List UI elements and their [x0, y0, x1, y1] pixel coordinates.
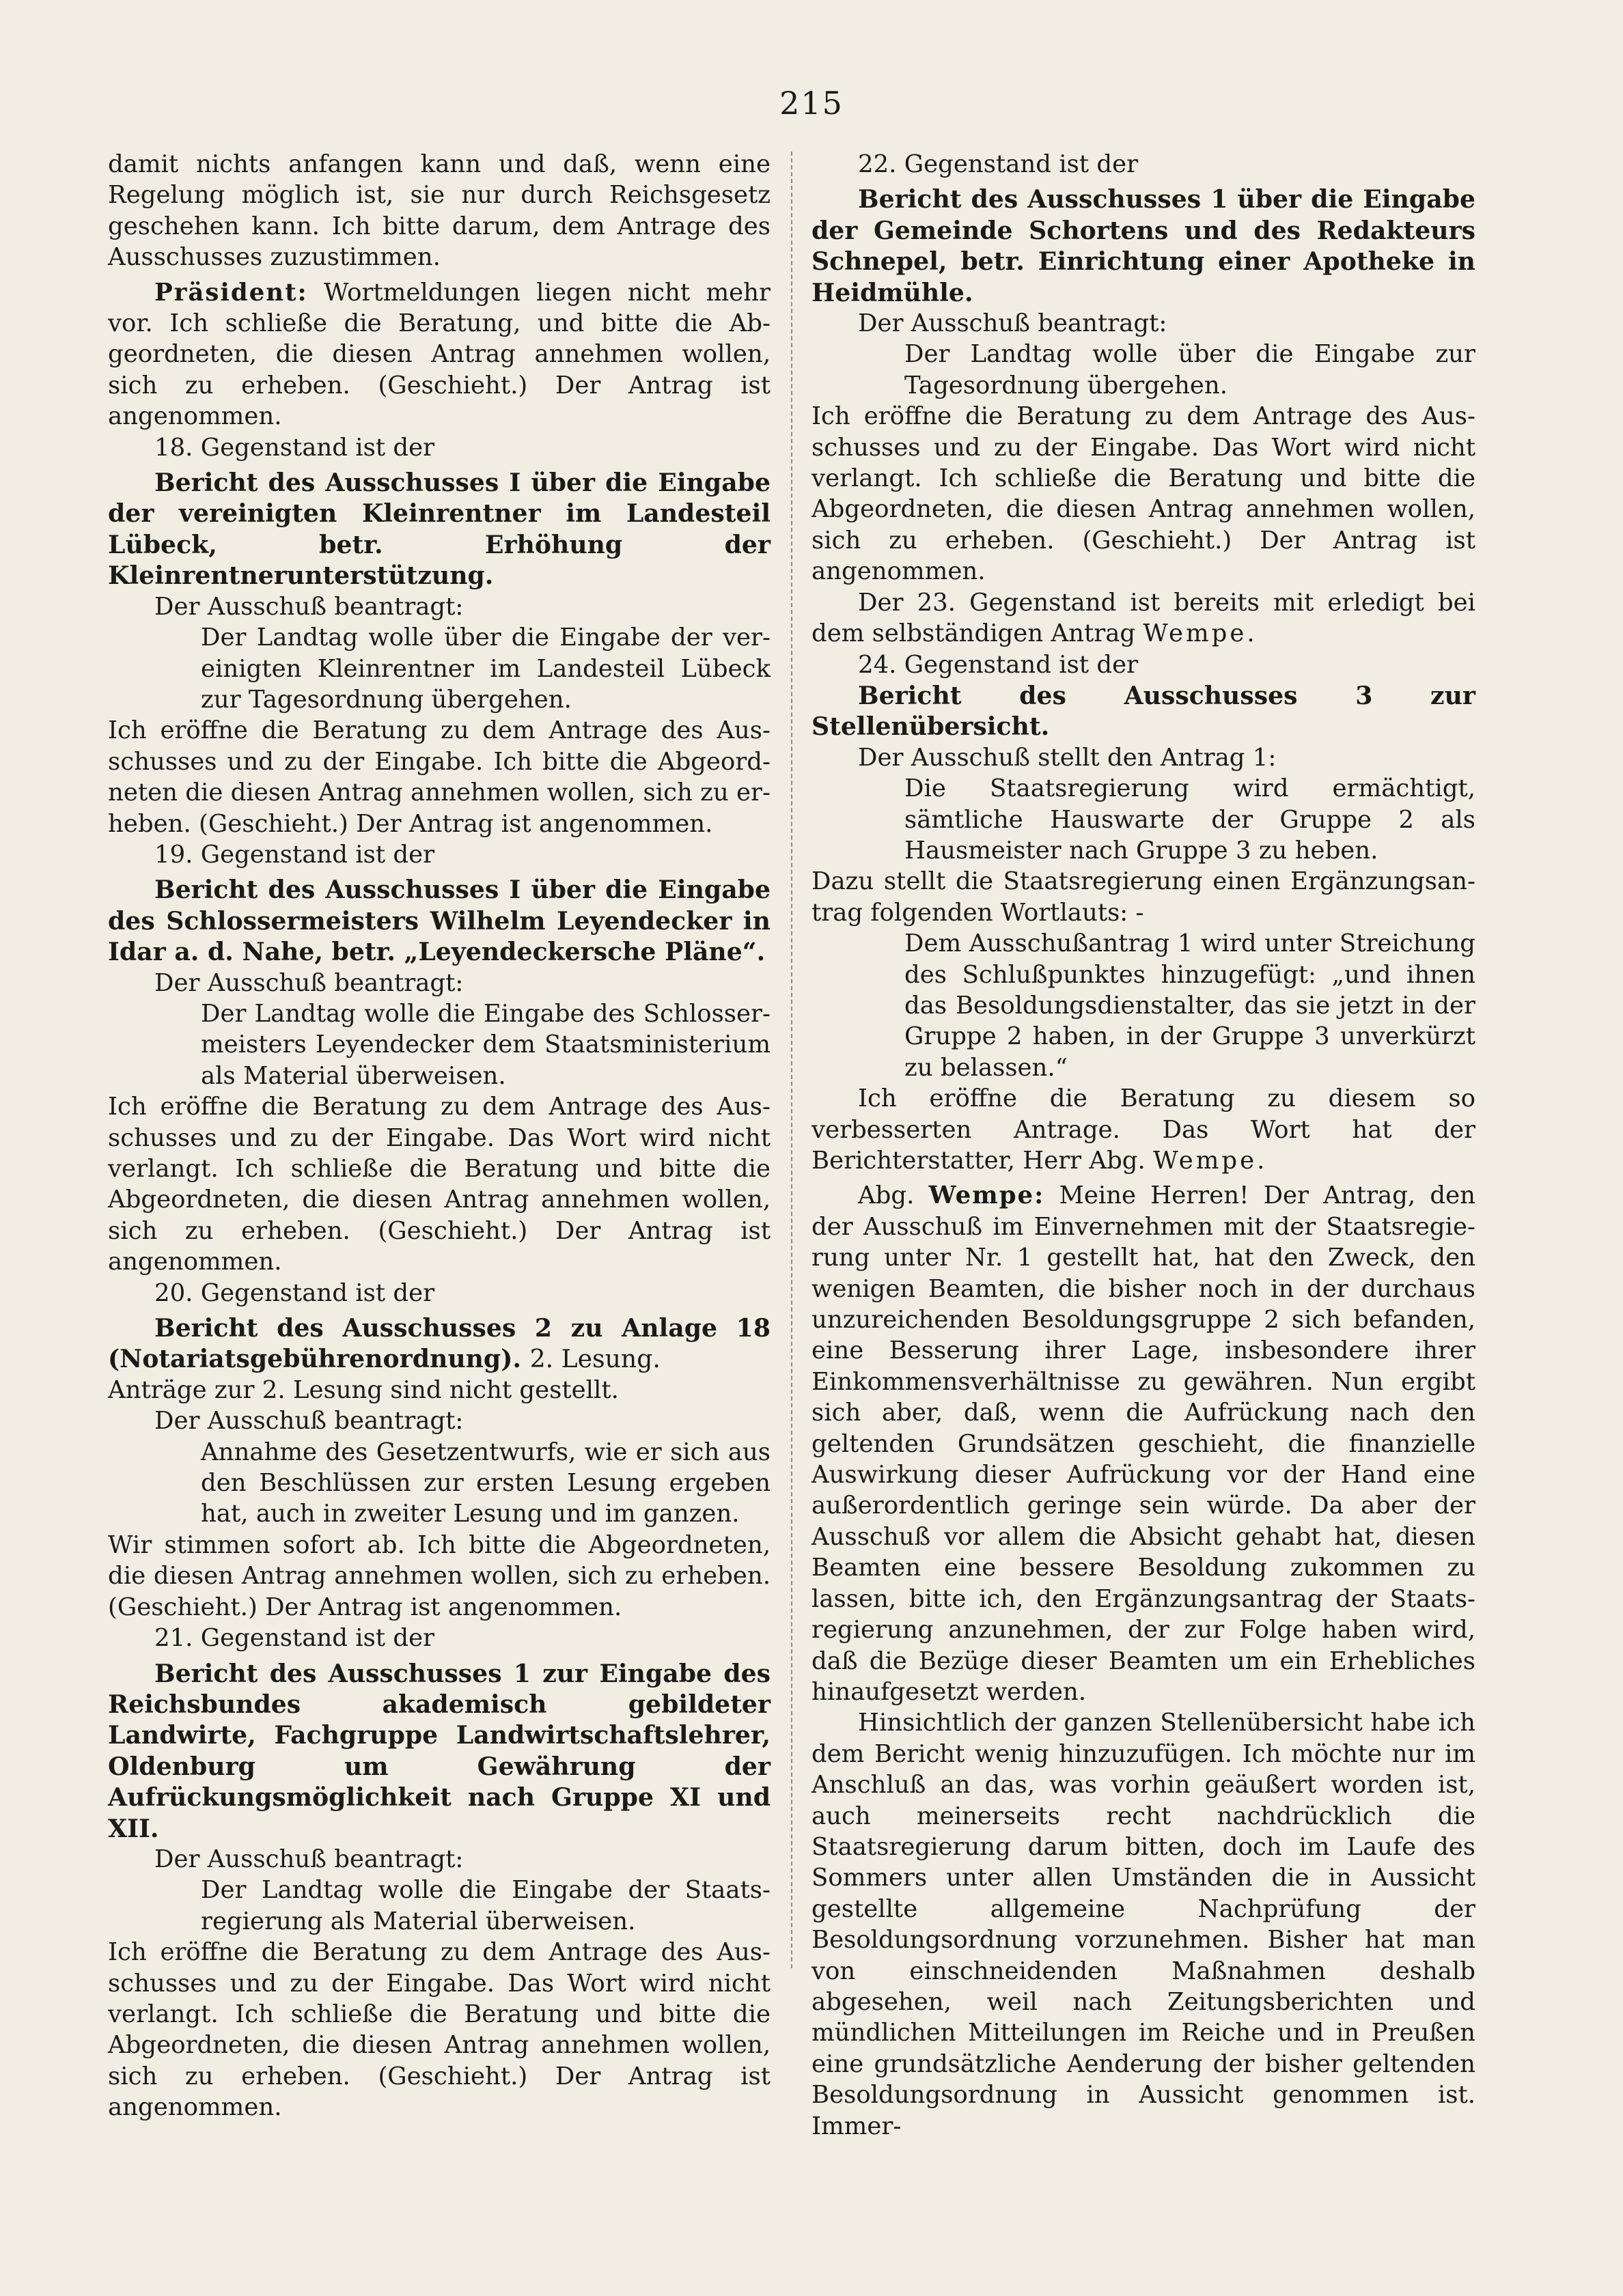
- right-column: [812, 149, 1475, 2142]
- member-name: Wempe: [1153, 1147, 1258, 1175]
- paragraph: Anträge zur 2. Lesung sind nicht gestellt.: [108, 1375, 619, 1404]
- agenda-item-intro: 19. Gegenstand ist der: [154, 840, 435, 869]
- committee-intro: Der Ausschuß beantragt:: [154, 1407, 464, 1436]
- committee-motion: Annahme des Gesetzentwurfs, wie er sich aus den Beschlüssen zur ersten Lesung ergeben hat, auch in zweiter Lesung und im ganzen.: [201, 1438, 771, 1528]
- agenda-item-heading: Bericht des Ausschusses 1 zur Eingabe des Reichsbundes akademisch gebildeter Landwirte, Fachgruppe Landwirtschaftslehrer, Oldenburg um Gewährung der Aufrückungsmöglichkeit nach Gruppe XI und XII.: [108, 1658, 771, 1843]
- supplementary-motion: Dem Ausschußantrag 1 wird unter Streichung des Schlußpunktes hinzugefügt: „und ihnen das Besoldungsdienstalter, das sie jetzt in der Gruppe 2 haben, in der Gruppe 3 unverkürzt zu belassen.“: [904, 929, 1475, 1082]
- paragraph: Der 23. Gegenstand ist bereits mit erledigt bei dem selbständigen Antrag Wempe.: [812, 588, 1475, 648]
- agenda-item-intro: 24. Gegenstand ist der: [858, 650, 1139, 679]
- agenda-item-intro: 22. Gegenstand ist der: [858, 150, 1139, 178]
- agenda-item-intro: 20. Gegenstand ist der: [154, 1278, 435, 1307]
- committee-motion: Der Landtag wolle die Eingabe des Schlossermeisters Leyendecker dem Staatsministerium als Material überweisen.: [201, 999, 771, 1090]
- member-name: Wempe: [1143, 619, 1247, 648]
- paragraph: [108, 277, 771, 432]
- agenda-item-heading: Bericht des Ausschusses 1 über die Eingabe der Gemeinde Schortens und des Redakteurs Schnepel, betr. Einrichtung einer Apotheke in Heidmühle.: [812, 184, 1475, 307]
- speaker-name: Wempe:: [928, 1181, 1045, 1210]
- paragraph: Ich eröffne die Beratung zu dem Antrage des Ausschusses und zu der Eingabe. Das Wort wird nicht verlangt. Ich schließe die Beratung und bitte die Abgeordneten, die diesen Antrag annehmen wollen, sich zu erheben. (Geschieht.) Der Antrag ist angenommen.: [812, 402, 1475, 586]
- paragraph: Ich eröffne die Beratung zu dem Antrage des Ausschusses und zu der Eingabe. Das Wort wird nicht verlangt. Ich schließe die Beratung und bitte die Abgeordneten, die diesen Antrag annehmen wollen, sich zu erheben. (Geschieht.) Der Antrag ist angenommen.: [108, 1093, 771, 1276]
- paragraph: Ich eröffne die Beratung zu dem Antrage des Ausschusses und zu der Eingabe. Das Wort wird nicht verlangt. Ich schließe die Beratung und bitte die Abgeordneten, die diesen Antrag annehmen wollen, sich zu erheben. (Geschieht.) Der Antrag ist angenommen.: [108, 1938, 771, 2122]
- agenda-item-heading: Bericht des Ausschusses 2 zu Anlage 18 (Notariatsgebührenordnung). 2. Lesung.: [108, 1313, 771, 1374]
- committee-motion: Der Landtag wolle über die Eingabe der vereinigten Kleinrentner im Landesteil Lübeck zur Tagesordnung übergehen.: [201, 624, 771, 714]
- committee-motion: Der Landtag wolle die Eingabe der Staatsregierung als Material überweisen.: [201, 1876, 771, 1935]
- committee-intro: Der Ausschuß beantragt:: [154, 1845, 464, 1873]
- committee-intro: Der Ausschuß beantragt:: [154, 968, 464, 997]
- speech-text: Meine Herren! Der Antrag, den der Ausschuß im Einvernehmen mit der Staatsregierung unter Nr. 1 gestellt hat, hat den Zweck, den wenigen Beamten, die bisher noch in der durchaus unzureichenden Besoldungsgruppe 2 sich befanden, eine Besserung ihrer Lage, insbesondere ihrer Einkommensverhältnisse zu gewähren. Nun ergibt sich aber, daß, wenn die Aufrückung nach den geltenden Grundsätzen geschieht, die finanzielle Auswirkung dieser Aufrückung vor der Hand eine außerordentlich geringe sein würde. Da aber der Ausschuß vor allem die Absicht gehabt hat, diesen Beamten eine bessere Besoldung zukommen zu lassen, bitte ich, den Ergänzungsantrag der Staatsregierung anzunehmen, der zur Folge haben wird, daß die Bezüge dieser Beamten um ein Erhebliches hinaufgesetzt werden.: [812, 1181, 1475, 1706]
- paragraph: damit nichts anfangen kann und daß, wenn eine Regelung möglich ist, sie nur durch Reichsgesetz geschehen kann. Ich bitte darum, dem Antrage des Ausschusses zuzustimmen.: [108, 150, 771, 272]
- paragraph: Dazu stellt die Staatsregierung einen Ergänzungsantrag folgenden Wortlauts: -: [812, 867, 1475, 927]
- paragraph: Hinsichtlich der ganzen Stellenübersicht habe ich dem Bericht wenig hinzuzufügen. Ich möchte nur im Anschluß an das, was vorhin geäußert worden ist, auch meinerseits recht nachdrücklich die Staatsregierung darum bitten, doch im Laufe des Sommers unter allen Umständen die in Aussicht gestellte allgemeine Nachprüfung der Besoldungsordnung vorzunehmen. Bisher hat man von einschneidenden Maßnahmen deshalb abgesehen, weil nach Zeitungsberichten und mündlichen Mitteilungen im Reiche und in Preußen eine grundsätzliche Aenderung der bisher geltenden Besoldungsordnung in Aussicht genommen ist. Immer-: [812, 1709, 1475, 2140]
- agenda-item-intro: 18. Gegenstand ist der: [154, 433, 435, 462]
- committee-motion: Die Staatsregierung wird ermächtigt, sämtliche Hauswarte der Gruppe 2 als Hausmeister nach Gruppe 3 zu heben.: [904, 774, 1475, 865]
- committee-intro: Der Ausschuß beantragt:: [154, 592, 464, 621]
- paragraph: Abg. Wempe: Meine Herren! Der Antrag, den der Ausschuß im Einvernehmen mit der Staatsregierung unter Nr. 1 gestellt hat, hat den Zweck, den wenigen Beamten, die bisher noch in der durchaus unzureichenden Besoldungsgruppe 2 sich befanden, eine Besserung ihrer Lage, insbesondere ihrer Einkommensverhältnisse zu gewähren. Nun ergibt sich aber, daß, wenn die Aufrückung nach den geltenden Grundsätzen geschieht, die finanzielle Auswirkung dieser Aufrückung vor der Hand eine außerordentlich geringe sein würde. Da aber der Ausschuß vor allem die Absicht gehabt hat, diesen Beamten eine bessere Besoldung zukommen zu lassen, bitte ich, den Ergänzungsantrag der Staatsregierung anzunehmen, der zur Folge haben wird, daß die Bezüge dieser Beamten um ein Erhebliches hinaufgesetzt werden.: [812, 1181, 1475, 1706]
- paragraph: Wir stimmen sofort ab. Ich bitte die Abgeordneten, die diesen Antrag annehmen wollen, sich zu erheben. (Geschieht.) Der Antrag ist angenommen.: [108, 1530, 771, 1621]
- committee-intro: Der Ausschuß beantragt:: [858, 309, 1167, 338]
- committee-motion: Der Landtag wolle über die Eingabe zur Tagesordnung übergehen.: [904, 340, 1475, 400]
- agenda-item-heading: Bericht des Ausschusses I über die Eingabe des Schlossermeisters Wilhelm Leyendecker in Idar a. d. Nahe, betr. „Leyendeckersche Pläne“.: [108, 875, 771, 967]
- agenda-item-intro: 21. Gegenstand ist der: [154, 1624, 435, 1653]
- page-number: 215: [779, 85, 844, 122]
- committee-intro: Der Ausschuß stellt den Antrag 1:: [858, 743, 1277, 772]
- agenda-item-heading: Bericht des Ausschusses I über die Eingabe der vereinigten Kleinrentner im Landesteil Lübeck, betr. Erhöhung der Kleinrentnerunterstützung.: [108, 468, 771, 591]
- left-column: [108, 149, 771, 2123]
- paragraph: Ich eröffne die Beratung zu dem Antrage des Ausschusses und zu der Eingabe. Ich bitte die Abgeordneten die diesen Antrag annehmen wollen, sich zu erheben. (Geschieht.) Der Antrag ist angenommen.: [108, 716, 771, 838]
- paragraph: Ich eröffne die Beratung zu diesem so verbesserten Antrage. Das Wort hat der Berichterstatter, Herr Abg. Wempe.: [812, 1084, 1475, 1175]
- reading-label: 2. Lesung.: [529, 1344, 661, 1374]
- column-divider: [791, 152, 792, 1968]
- speaker-name: Präsident:: [154, 278, 308, 307]
- speech-text: Wortmeldungen liegen nicht mehr vor. Ich schließe die Beratung, und bitte die Abgeordneten, die diesen Antrag annehmen wollen, sich zu erheben. (Geschieht.) Der Antrag ist angenommen.: [108, 278, 771, 431]
- agenda-item-heading: Bericht des Ausschusses 3 zur Stellenübersicht.: [812, 680, 1475, 742]
